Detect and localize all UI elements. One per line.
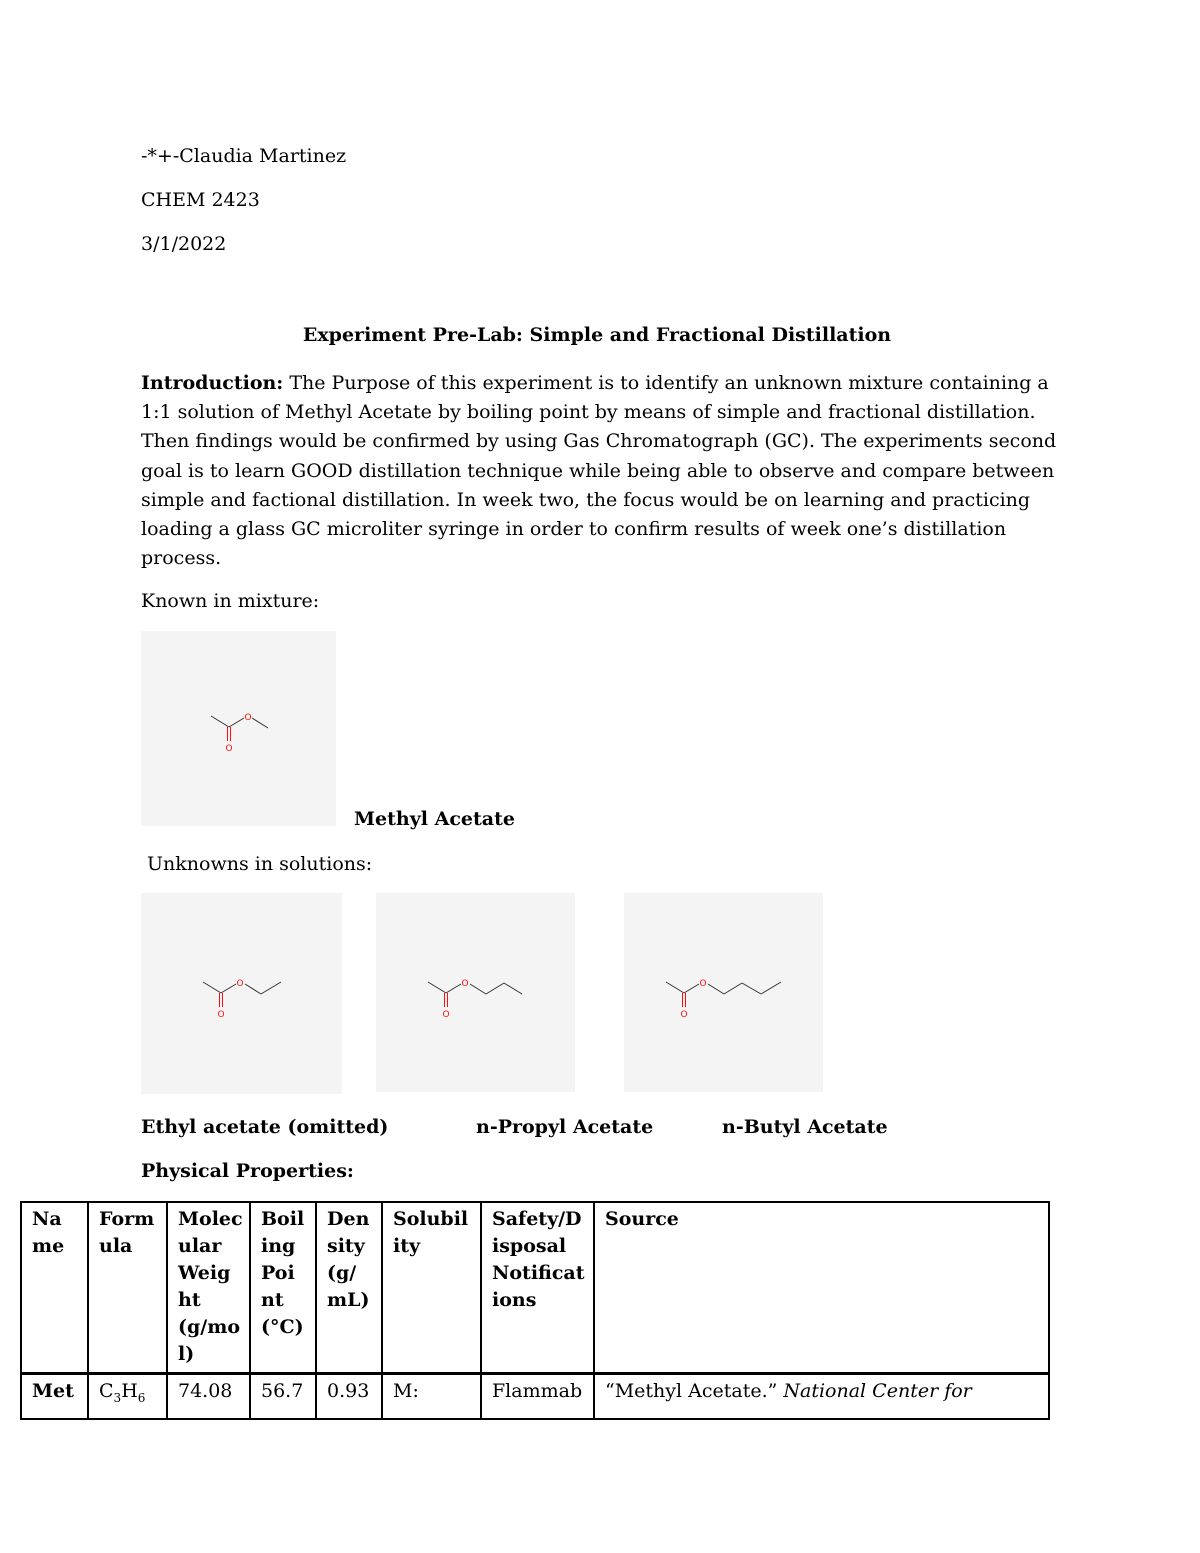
cell-name: Met [21,1374,88,1420]
column-header-formula: Form ula [88,1202,167,1374]
cell-source: “Methyl Acetate.” National Center for [594,1374,1049,1420]
n-butyl-acetate-caption: n-Butyl Acetate [722,1116,888,1138]
column-header-source: Source [594,1202,1049,1374]
column-header-density: Den sity (g/ mL) [316,1202,382,1374]
intro-line-5: simple and factional distillation. In week two, the focus would be on learning and practicing [141,488,1031,511]
svg-text:O: O [680,1010,688,1020]
physical-properties-heading: Physical Properties: [141,1160,354,1182]
svg-text:O: O [244,713,252,723]
course-code: CHEM 2423 [141,189,260,211]
svg-text:O: O [461,979,469,989]
introduction-label: Introduction: [141,372,284,394]
table-row [21,1374,1049,1420]
unknowns-heading: Unknowns in solutions: [141,853,373,875]
intro-line-1: Introduction: The Purpose of this experiment is to identify an unknown mixture containing a [141,372,1049,394]
column-header-safety: Safety/D isposal Notificat ions [481,1202,594,1374]
report-date: 3/1/2022 [141,233,227,255]
intro-line-6: loading a glass GC microliter syringe in order to confirm results of week one’s distillation [141,518,1007,541]
physical-properties-table [20,1201,1050,1420]
svg-text:O: O [236,979,244,989]
n-propyl-acetate-caption: n-Propyl Acetate [476,1116,654,1138]
document-title: Experiment Pre-Lab: Simple and Fractional Distillation [302,324,892,346]
ethyl-acetate-structure [141,893,342,1094]
intro-line-4: goal is to learn GOOD distillation technique while being able to observe and compare between [141,459,1055,482]
author-name: -*+-Claudia Martinez [141,145,347,167]
n-butyl-acetate-structure-image [624,893,823,1092]
column-header-molecular-weight: Molec ular Weig ht (g/mo l) [167,1202,250,1374]
column-header-boiling-point: Boil ing Poi nt (°C) [250,1202,316,1374]
svg-text:O: O [225,744,233,754]
cell-safety: Flammab [481,1374,594,1420]
methyl-acetate-structure-image [141,631,336,826]
cell-boiling-point: 56.7 [250,1374,316,1420]
cell-solubility: M: [382,1374,481,1420]
cell-density: 0.93 [316,1374,382,1420]
svg-text:O: O [442,1010,450,1020]
cell-formula: $C_3H_6$ [88,1374,167,1420]
methyl-acetate-structure [141,631,336,826]
methyl-acetate-caption: Methyl Acetate [354,808,515,830]
table-header-row [21,1202,1049,1374]
svg-text:O: O [217,1010,225,1020]
svg-text:O: O [699,979,707,989]
known-heading: Known in mixture: [141,590,320,612]
intro-line-3: Then findings would be confirmed by using Gas Chromatograph (GC). The experiments second [141,430,1057,453]
introduction-paragraph [141,369,1061,573]
n-propyl-acetate-structure-image [376,893,575,1092]
intro-line-2: 1:1 solution of Methyl Acetate by boiling point by means of simple and fractional distillation. [141,401,1036,424]
ethyl-acetate-caption: Ethyl acetate (omitted) [141,1116,389,1138]
cell-molecular-weight: 74.08 [167,1374,250,1420]
ethyl-acetate-structure-image [141,893,342,1094]
column-header-solubility: Solubil ity [382,1202,481,1374]
intro-line-7: process. [141,547,222,570]
column-header-name: Na me [21,1202,88,1374]
n-butyl-acetate-structure [624,893,823,1092]
n-propyl-acetate-structure [376,893,575,1092]
